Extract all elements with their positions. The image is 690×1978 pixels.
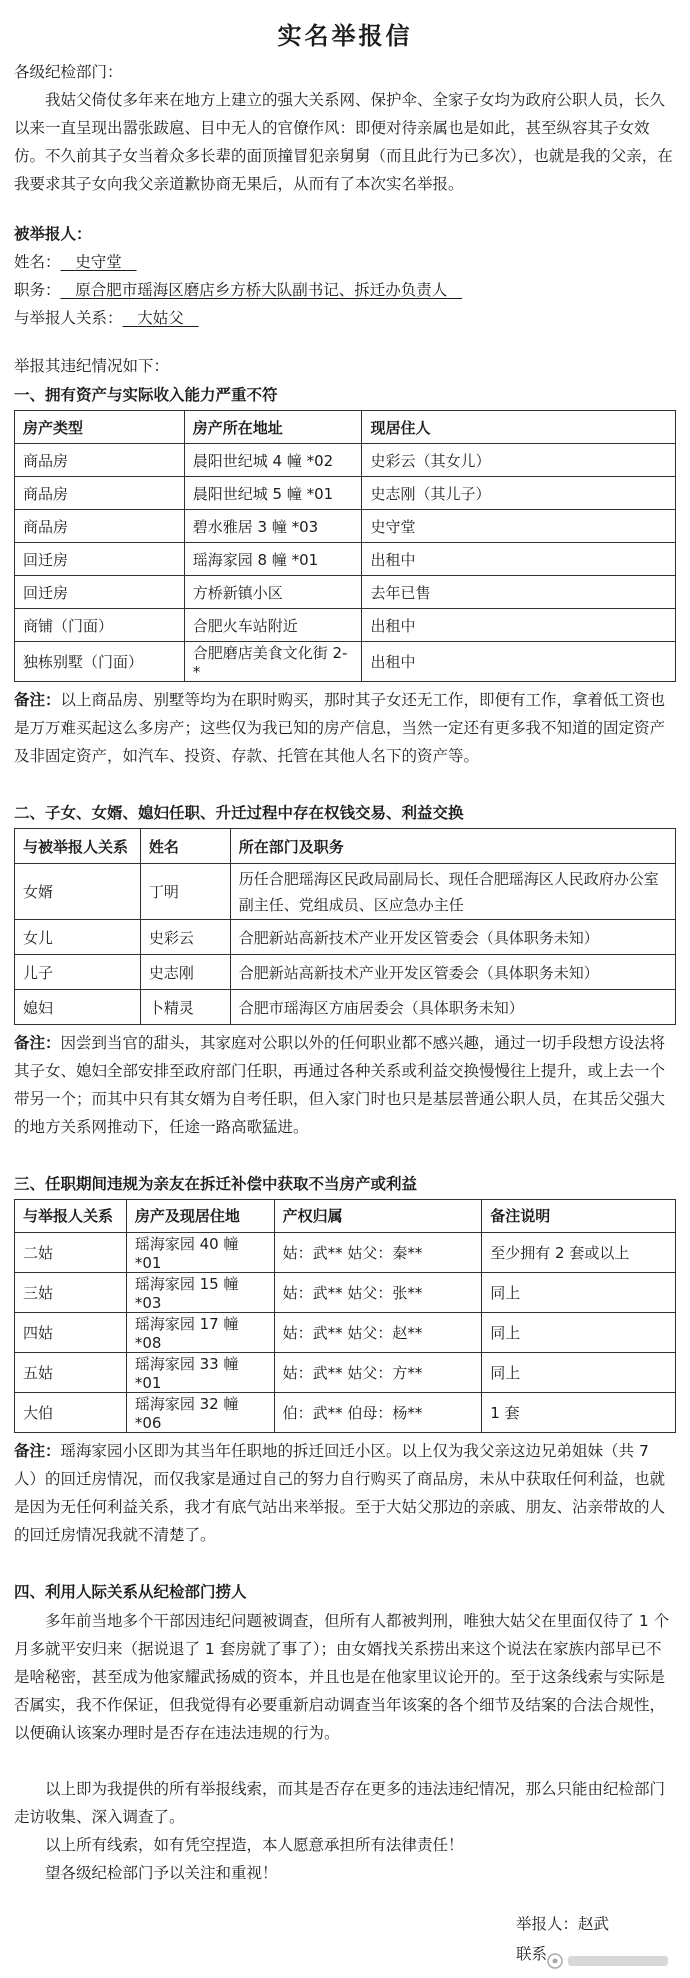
accused-relation-label: 与举报人关系： <box>14 309 123 327</box>
table-cell: 合肥新站高新技术产业开发区管委会（具体职务未知） <box>230 955 675 990</box>
table-cell: 至少拥有 2 套或以上 <box>482 1232 676 1272</box>
table-header: 房产类型 <box>15 411 185 444</box>
table-row <box>15 920 676 955</box>
table-row <box>15 1272 676 1312</box>
section4-title: 四、利用人际关系从纪检部门捞人 <box>14 1582 247 1601</box>
accused-job-label: 职务： <box>14 281 61 299</box>
table-cell: 出租中 <box>362 609 676 642</box>
closing-paragraph: 以上即为我提供的所有举报线索，而其是否存在更多的违法违纪情况，那么只能由纪检部门走访收集、深入调查了。 <box>14 1779 666 1826</box>
relocation-table <box>14 1199 676 1433</box>
table-cell: 二姑 <box>15 1232 127 1272</box>
table-cell: 史志刚（其儿子） <box>362 477 676 510</box>
table-cell: 1 套 <box>482 1392 676 1432</box>
table-cell: 史守堂 <box>362 510 676 543</box>
table-header-row <box>15 411 676 444</box>
accused-name-row <box>0 248 690 276</box>
table-cell: 姑：武** 姑父：张** <box>274 1272 482 1312</box>
table-header-row <box>15 829 676 864</box>
table-cell: 姑：武** 姑父：方** <box>274 1352 482 1392</box>
table-header: 房产所在地址 <box>184 411 362 444</box>
table-cell: 同上 <box>482 1312 676 1352</box>
table-cell: 史志刚 <box>140 955 230 990</box>
table-row <box>15 576 676 609</box>
accused-job <box>61 281 463 299</box>
table-cell: 姑：武** 姑父：赵** <box>274 1312 482 1352</box>
table-row <box>15 444 676 477</box>
table-cell: 史彩云（其女儿） <box>362 444 676 477</box>
table-row <box>15 543 676 576</box>
table-cell: 瑶海家园 17 幢 *08 <box>126 1312 274 1352</box>
relatives-jobs-table <box>14 828 676 1025</box>
table-cell: 方桥新镇小区 <box>184 576 362 609</box>
table-row <box>15 510 676 543</box>
section2-title: 二、子女、女婿、媳妇任职、升迁过程中存在权钱交易、利益交换 <box>14 804 464 822</box>
table-cell: 大伯 <box>15 1392 127 1432</box>
table-row <box>15 477 676 510</box>
table-cell: 出租中 <box>362 642 676 682</box>
table-cell: 卜精灵 <box>140 990 230 1025</box>
table-cell: 瑶海家园 33 幢 *01 <box>126 1352 274 1392</box>
table-header: 产权归属 <box>274 1200 482 1233</box>
table-cell: 出租中 <box>362 543 676 576</box>
table-header: 与被举报人关系 <box>15 829 141 864</box>
text-span: 原合肥市瑶海区磨店乡方桥大队副书记、拆迁办负责人 <box>75 281 448 299</box>
table-cell: 历任合肥瑶海区民政局副局长、现任合肥瑶海区人民政府办公室副主任、党组成员、区应急办主任 <box>230 864 675 920</box>
table-row <box>15 990 676 1025</box>
table-cell: 女儿 <box>15 920 141 955</box>
table-cell: 瑶海家园 8 幢 *01 <box>184 543 362 576</box>
text-span: 备注： <box>14 1441 61 1460</box>
table-cell: 丁明 <box>140 864 230 920</box>
section1-note <box>0 682 690 770</box>
table-cell: 合肥新站高新技术产业开发区管委会（具体职务未知） <box>230 920 675 955</box>
table-row <box>15 1392 676 1432</box>
table-header-row <box>15 1200 676 1233</box>
table-cell: 合肥火车站附近 <box>184 609 362 642</box>
table-row <box>15 609 676 642</box>
table-cell: 回迁房 <box>15 576 185 609</box>
text-span: 瑶海家园小区即为其当年任职地的拆迁回迁小区。以上仅为我父亲这边兄弟姐妹（共 7 人）的回迁房情况，而仅我家是通过自己的努力自行购买了商品房，未从中获取任何利益，也就是因为无任何利益关系，我才有底气站出来举报。至于大姑父那边的亲戚、朋友、沾亲带故的人的回迁房情况我就不清楚了。 <box>14 1441 666 1544</box>
salutation: 各级纪检部门： <box>14 63 123 81</box>
assets-table <box>14 410 676 682</box>
table-row <box>15 955 676 990</box>
section2-note <box>0 1025 690 1141</box>
section4-body: 多年前当地多个干部因违纪问题被调查，但所有人都被判刑，唯独大姑父在里面仅待了 1 个月多就平安归来（据说退了 1 套房就了事了）；由女婿找关系捞出来这个说法在家族内部早已不是啥秘密，甚至成为他家耀武扬威的资本，并且也是在他家里议论开的。至于这条线索与实际是否属实，我不作保证，但我觉得有必要重新启动调查当年该案的各个细节及结案的合法合规性，以便确认该案办理时是否存在违法违规的行为。 <box>14 1611 670 1742</box>
text-span: 以上商品房、别墅等均为在职时购买，那时其子女还无工作，即便有工作，拿着低工资也是万万难买起这么多房产；这些仅为我已知的房产信息，当然一定还有更多我不知道的固定资产及非固定资产，如汽车、投资、存款、托管在其他人名下的资产等。 <box>14 691 666 765</box>
reporter-contact: 联系 <box>516 1945 548 1963</box>
table-cell: 商品房 <box>15 444 185 477</box>
table-row <box>15 864 676 920</box>
accused-relation-row <box>0 304 690 332</box>
table-cell: 五姑 <box>15 1352 127 1392</box>
violations-intro: 举报其违纪情况如下： <box>14 357 170 375</box>
table-cell: 媳妇 <box>15 990 141 1025</box>
table-cell: 商铺（门面） <box>15 609 185 642</box>
text-span: 大姑父 <box>137 309 184 327</box>
table-header: 现居住人 <box>362 411 676 444</box>
table-cell: 史彩云 <box>140 920 230 955</box>
accused-relation <box>123 309 199 327</box>
table-header: 姓名 <box>140 829 230 864</box>
table-cell: 姑：武** 姑父：秦** <box>274 1232 482 1272</box>
text-span: 备注： <box>14 1034 61 1052</box>
table-header: 所在部门及职务 <box>230 829 675 864</box>
accused-name <box>61 253 137 271</box>
table-cell: 女婿 <box>15 864 141 920</box>
table-cell: 瑶海家园 15 幢 *03 <box>126 1272 274 1312</box>
table-cell: 商品房 <box>15 477 185 510</box>
watermark-icon <box>546 1950 676 1972</box>
table-cell: 瑶海家园 40 幢 *01 <box>126 1232 274 1272</box>
section3-title: 三、任职期间违规为亲友在拆迁补偿中获取不当房产或利益 <box>14 1175 418 1193</box>
table-cell: 儿子 <box>15 955 141 990</box>
accused-name-label: 姓名： <box>14 253 61 271</box>
table-cell: 合肥市瑶海区方庙居委会（具体职务未知） <box>230 990 675 1025</box>
closing-paragraph: 望各级纪检部门予以关注和重视！ <box>45 1863 278 1882</box>
table-row <box>15 1232 676 1272</box>
accused-heading: 被举报人： <box>14 225 92 243</box>
table-row <box>15 642 676 682</box>
reporter-signature: 举报人：赵武 <box>516 1915 610 1933</box>
table-cell: 商品房 <box>15 510 185 543</box>
table-row <box>15 1352 676 1392</box>
table-cell: 碧水雅居 3 幢 *03 <box>184 510 362 543</box>
table-cell: 同上 <box>482 1352 676 1392</box>
table-cell: 三姑 <box>15 1272 127 1312</box>
table-cell: 独栋别墅（门面） <box>15 642 185 682</box>
closing-paragraph: 以上所有线索，如有凭空捏造，本人愿意承担所有法律责任！ <box>45 1835 464 1854</box>
table-cell: 合肥磨店美食文化街 2-* <box>184 642 362 682</box>
text-span: 备注： <box>14 691 61 709</box>
table-cell: 瑶海家园 32 幢 *06 <box>126 1392 274 1432</box>
letter-title: 实名举报信 <box>277 22 413 50</box>
table-header: 备注说明 <box>482 1200 676 1233</box>
text-span: 史守堂 <box>75 253 122 271</box>
table-cell: 伯：武** 伯母：杨** <box>274 1392 482 1432</box>
intro-paragraph: 我姑父倚仗多年来在地方上建立的强大关系网、保护伞、全家子女均为政府公职人员，长久以来一直呈现出嚣张跋扈、目中无人的官僚作风：即便对待亲属也是如此，甚至纵容其子女效仿。不久前其子女当着众多长辈的面顶撞冒犯亲舅舅（而且此行为已多次），也就是我的父亲，在我要求其子女向我父亲道歉协商无果后，从而有了本次实名举报。 <box>14 91 673 193</box>
accused-job-row <box>0 276 690 304</box>
table-cell: 四姑 <box>15 1312 127 1352</box>
text-span: 因尝到当官的甜头，其家庭对公职以外的任何职业都不感兴趣，通过一切手段想方设法将其子女、媳妇全部安排至政府部门任职，再通过各种关系或利益交换慢慢往上提升，或上去一个带另一个；而其中只有其女婿为自考任职，但入家门时也只是基层普通公职人员，在其岳父强大的地方关系网推动下，任途一路高歌猛进。 <box>14 1034 666 1136</box>
watermark-logo <box>546 1950 676 1972</box>
table-header: 与举报人关系 <box>15 1200 127 1233</box>
table-cell: 去年已售 <box>362 576 676 609</box>
table-row <box>15 1312 676 1352</box>
section3-note <box>0 1433 690 1549</box>
table-header: 房产及现居住地 <box>126 1200 274 1233</box>
table-cell: 晨阳世纪城 5 幢 *01 <box>184 477 362 510</box>
table-cell: 晨阳世纪城 4 幢 *02 <box>184 444 362 477</box>
table-cell: 同上 <box>482 1272 676 1312</box>
table-cell: 回迁房 <box>15 543 185 576</box>
section1-title: 一、拥有资产与实际收入能力严重不符 <box>14 386 278 404</box>
